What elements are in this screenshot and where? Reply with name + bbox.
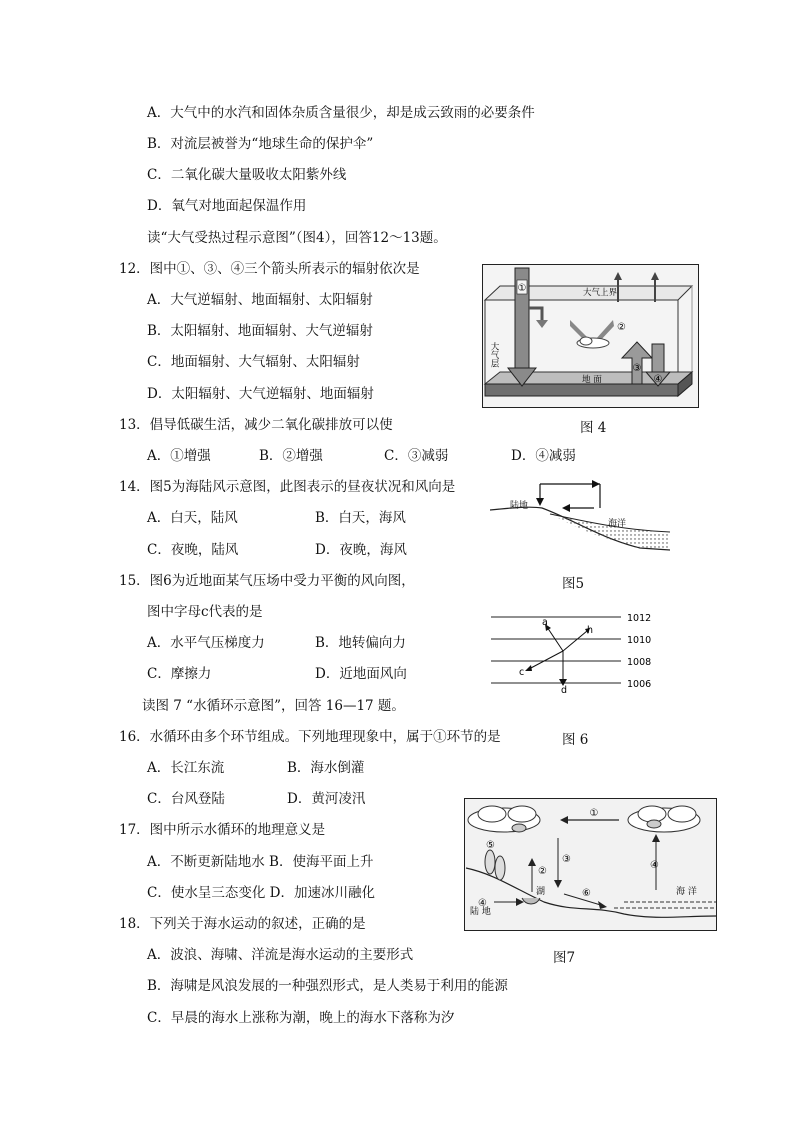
figure-5-caption: 图5	[562, 576, 585, 592]
q18-option-a: A．波浪、海啸、洋流是海水运动的主要形式	[147, 947, 414, 963]
option-c-line: C．二氧化碳大量吸收太阳紫外线	[147, 167, 347, 183]
q15-option-d: D．近地面风向	[315, 666, 407, 682]
figure-7-water-cycle-diagram	[464, 798, 717, 931]
fig4-mark-4: ④	[653, 374, 663, 385]
figure-6-isobar-force-diagram	[489, 609, 664, 693]
figure-7-caption: 图7	[553, 950, 576, 966]
fig7-mark-4-sea: ④	[650, 860, 659, 871]
isobar-label-1006: 1006	[627, 679, 652, 690]
question-14-stem: 14．图5为海陆风示意图，此图表示的昼夜状况和风向是	[119, 479, 456, 495]
q16-option-c: C．台风登陆	[147, 791, 225, 807]
reading-instruction-16-17: 读图 7 “水循环示意图”，回答 16—17 题。	[142, 698, 405, 714]
question-15-stem-cont: 图中字母c代表的是	[147, 604, 263, 620]
q13-option-d: D．④减弱	[511, 448, 576, 464]
q14-option-b: B．白天，海风	[315, 510, 406, 526]
fig5-sea-label: 海洋	[608, 519, 627, 529]
q12-option-c: C．地面辐射、大气辐射、太阳辐射	[147, 354, 360, 370]
fig4-upper-boundary-label: 大气上界	[582, 288, 618, 298]
q15-option-c: C．摩擦力	[147, 666, 212, 682]
question-18-stem: 18．下列关于海水运动的叙述，正确的是	[119, 916, 366, 932]
q13-option-b: B．②增强	[259, 448, 323, 464]
fig7-lake-label: 湖	[536, 887, 546, 897]
q14-option-d: D．夜晚，海风	[315, 542, 407, 558]
figure-4-caption: 图 4	[580, 420, 607, 436]
q18-option-c: C．早晨的海水上涨称为潮，晚上的海水下落称为汐	[147, 1010, 455, 1026]
fig7-mark-2: ③	[562, 854, 571, 865]
question-12-stem: 12．图中①、③、④三个箭头所表示的辐射依次是	[119, 261, 420, 277]
fig7-mark-4-land: ②	[538, 866, 547, 877]
fig7-mark-5: ⑤	[486, 840, 495, 851]
fig7-mark-3: ④	[478, 898, 487, 909]
fig7-mark-6: ⑥	[582, 888, 591, 899]
q12-option-d: D．太阳辐射、大气逆辐射、地面辐射	[147, 386, 374, 402]
fig6-letter-c: c	[519, 667, 525, 678]
fig7-sea-label: 海 洋	[676, 887, 697, 897]
q12-option-b: B．太阳辐射、地面辐射、大气逆辐射	[147, 323, 373, 339]
reading-instruction-12-13: 读“大气受热过程示意图”（图4），回答12～13题。	[147, 230, 447, 246]
figure-6-caption: 图 6	[562, 732, 589, 748]
option-a-line: A．大气中的水汽和固体杂质含量很少，却是成云致雨的必要条件	[147, 105, 535, 121]
fig7-mark-1: ①	[589, 808, 599, 819]
q16-option-b: B．海水倒灌	[287, 760, 365, 776]
figure-4-atmospheric-heating-diagram	[482, 264, 699, 408]
q14-option-a: A．白天，陆风	[147, 510, 238, 526]
q14-option-c: C．夜晚，陆风	[147, 542, 239, 558]
question-17-stem: 17．图中所示水循环的地理意义是	[119, 822, 326, 838]
q16-option-d: D．黄河凌汛	[287, 791, 366, 807]
option-b-line: B．对流层被誉为“地球生命的保护伞”	[147, 136, 374, 152]
fig6-letter-a: a	[542, 617, 548, 628]
figure-5-land-sea-breeze-diagram	[490, 478, 675, 552]
q13-option-c: C．③减弱	[384, 448, 449, 464]
q16-option-a: A．长江东流	[147, 760, 225, 776]
q17-options-ab: A．不断更新陆地水 B．使海平面上升	[147, 854, 374, 870]
fig4-mark-2: ②	[617, 322, 626, 333]
fig6-letter-h: h	[587, 625, 594, 636]
fig4-ground-label: 地 面	[582, 375, 602, 385]
question-15-stem: 15．图6为近地面某气压场中受力平衡的风向图，	[119, 573, 415, 589]
q18-option-b: B．海啸是风浪发展的一种强烈形式，是人类易于利用的能源	[147, 978, 508, 994]
isobar-label-1008: 1008	[627, 657, 652, 668]
question-16-stem: 16．水循环由多个环节组成。下列地理现象中，属于①环节的是	[119, 729, 501, 745]
question-13-stem: 13．倡导低碳生活，减少二氧化碳排放可以使	[119, 417, 393, 433]
fig6-letter-d: d	[561, 685, 568, 693]
q15-option-b: B．地转偏向力	[315, 635, 406, 651]
fig4-mark-3: ③	[632, 363, 642, 374]
fig5-land-label: 陆地	[510, 501, 529, 511]
fig4-mark-1: ①	[517, 283, 527, 294]
q12-option-a: A．大气逆辐射、地面辐射、太阳辐射	[147, 292, 373, 308]
q17-options-cd: C．使水呈三态变化 D．加速冰川融化	[147, 885, 375, 901]
fig4-atmosphere-label: 大气层	[489, 342, 499, 368]
option-d-line: D．氧气对地面起保温作用	[147, 198, 307, 214]
fig7-land-label: 陆 地	[470, 907, 491, 917]
isobar-label-1010: 1010	[627, 635, 652, 646]
q15-option-a: A．水平气压梯度力	[147, 635, 265, 651]
isobar-label-1012: 1012	[627, 613, 652, 624]
q13-option-a: A．①增强	[147, 448, 211, 464]
